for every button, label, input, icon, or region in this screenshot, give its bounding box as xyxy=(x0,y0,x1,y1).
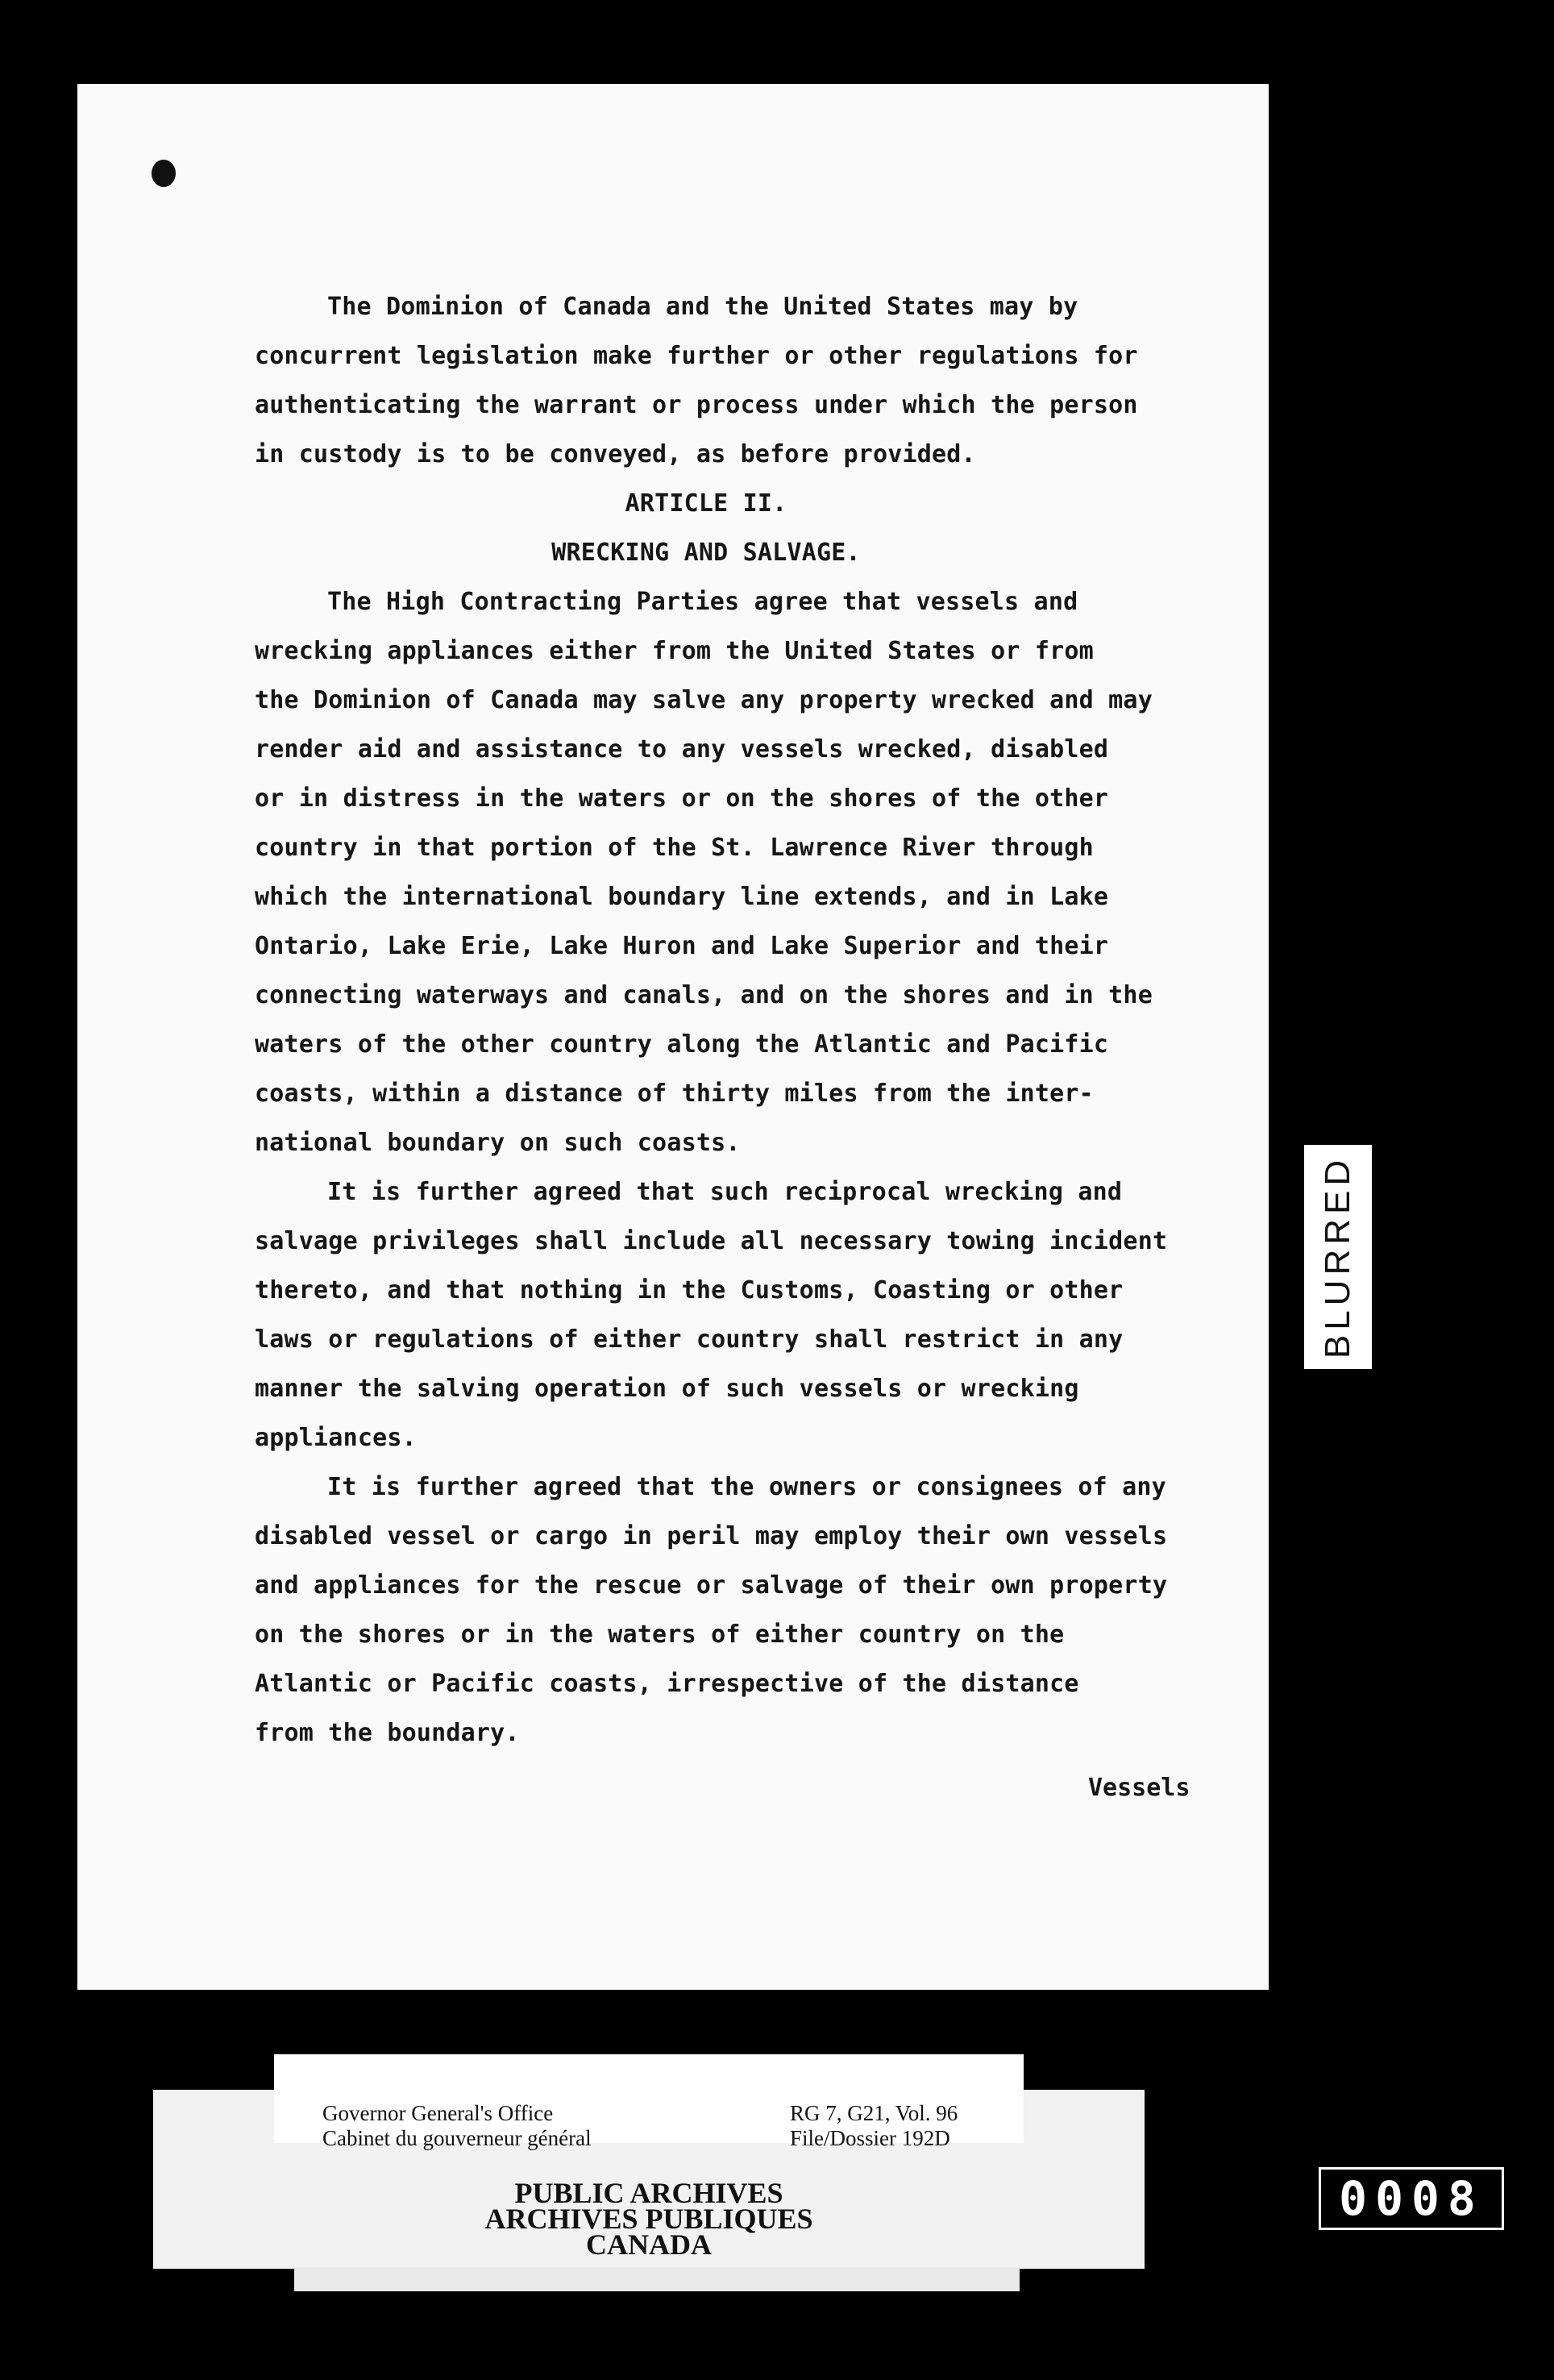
office-name-fr: Cabinet du gouverneur général xyxy=(322,2126,592,2150)
blurred-stamp xyxy=(1304,1145,1372,1369)
text-line: and appliances for the rescue or salvage of their own property xyxy=(255,1571,1168,1600)
text-line: It is further agreed that such reciprocal wrecking and xyxy=(327,1178,1123,1206)
paragraph xyxy=(255,577,1259,1167)
archives-line-fr: ARCHIVES PUBLIQUES xyxy=(484,2203,813,2235)
archives-line-country: CANADA xyxy=(586,2228,712,2261)
text-line: connecting waterways and canals, and on the shores and in the xyxy=(255,981,1153,1009)
article-heading xyxy=(255,479,1157,528)
public-archives-stamp xyxy=(153,2177,1145,2261)
article-heading xyxy=(255,528,1157,577)
archives-line-en: PUBLIC ARCHIVES xyxy=(514,2177,783,2209)
office-names xyxy=(322,2101,592,2151)
text-line: ARTICLE II. xyxy=(625,489,787,518)
frame-number xyxy=(1319,2167,1504,2230)
typed-text-body xyxy=(255,282,1259,1758)
text-line: disabled vessel or cargo in peril may employ their own vessels xyxy=(255,1522,1168,1550)
text-line: or in distress in the waters or on the shores of the other xyxy=(255,784,1109,813)
text-line: laws or regulations of either country shall restrict in any xyxy=(255,1325,1124,1354)
record-group-reference: RG 7, G21, Vol. 96 xyxy=(790,2101,958,2125)
text-line: Atlantic or Pacific coasts, irrespective of the distance xyxy=(255,1670,1079,1698)
reference-numbers xyxy=(790,2101,958,2151)
text-line: salvage privileges shall include all necessary towing incident xyxy=(255,1227,1168,1255)
text-line: in custody is to be conveyed, as before provided. xyxy=(255,440,976,468)
catchword: Vessels xyxy=(1088,1774,1190,1802)
paragraph xyxy=(255,282,1259,479)
text-line: WRECKING AND SALVAGE. xyxy=(551,539,861,567)
office-name-en: Governor General's Office xyxy=(322,2101,554,2125)
text-line: which the international boundary line extends, and in Lake xyxy=(255,883,1109,911)
paragraph xyxy=(255,1167,1259,1463)
text-line: The Dominion of Canada and the United States may by xyxy=(327,293,1078,321)
text-line: Ontario, Lake Erie, Lake Huron and Lake Superior and their xyxy=(255,932,1109,960)
blurred-stamp-text: BLURRED xyxy=(1318,1155,1357,1359)
text-line: render aid and assistance to any vessels wrecked, disabled xyxy=(255,735,1109,764)
text-line: waters of the other country along the Atlantic and Pacific xyxy=(255,1030,1109,1059)
text-line: from the boundary. xyxy=(255,1719,520,1747)
text-line: country in that portion of the St. Lawrence River through xyxy=(255,834,1094,862)
text-line: appliances. xyxy=(255,1424,417,1452)
text-line: the Dominion of Canada may salve any property wrecked and may xyxy=(255,686,1153,714)
text-line: manner the salving operation of such vessels or wrecking xyxy=(255,1375,1079,1403)
text-line: coasts, within a distance of thirty miles from the inter- xyxy=(255,1080,1094,1108)
paragraph xyxy=(255,1463,1259,1758)
archives-card-strip xyxy=(294,2267,1020,2291)
frame-number-text: 0008 xyxy=(1339,2171,1484,2226)
archive-reference-label xyxy=(274,2054,1024,2150)
text-line: thereto, and that nothing in the Customs, Coasting or other xyxy=(255,1276,1124,1304)
file-reference: File/Dossier 192D xyxy=(790,2126,950,2150)
text-line: authenticating the warrant or process under which the person xyxy=(255,391,1138,419)
text-line: on the shores or in the waters of either country on the xyxy=(255,1621,1065,1649)
text-line: national boundary on such coasts. xyxy=(255,1129,741,1157)
punch-hole xyxy=(152,160,176,187)
text-line: It is further agreed that the owners or consignees of any xyxy=(327,1473,1166,1501)
text-line: The High Contracting Parties agree that vessels and xyxy=(327,588,1078,616)
text-line: concurrent legislation make further or other regulations for xyxy=(255,342,1138,370)
text-line: wrecking appliances either from the United States or from xyxy=(255,637,1094,665)
